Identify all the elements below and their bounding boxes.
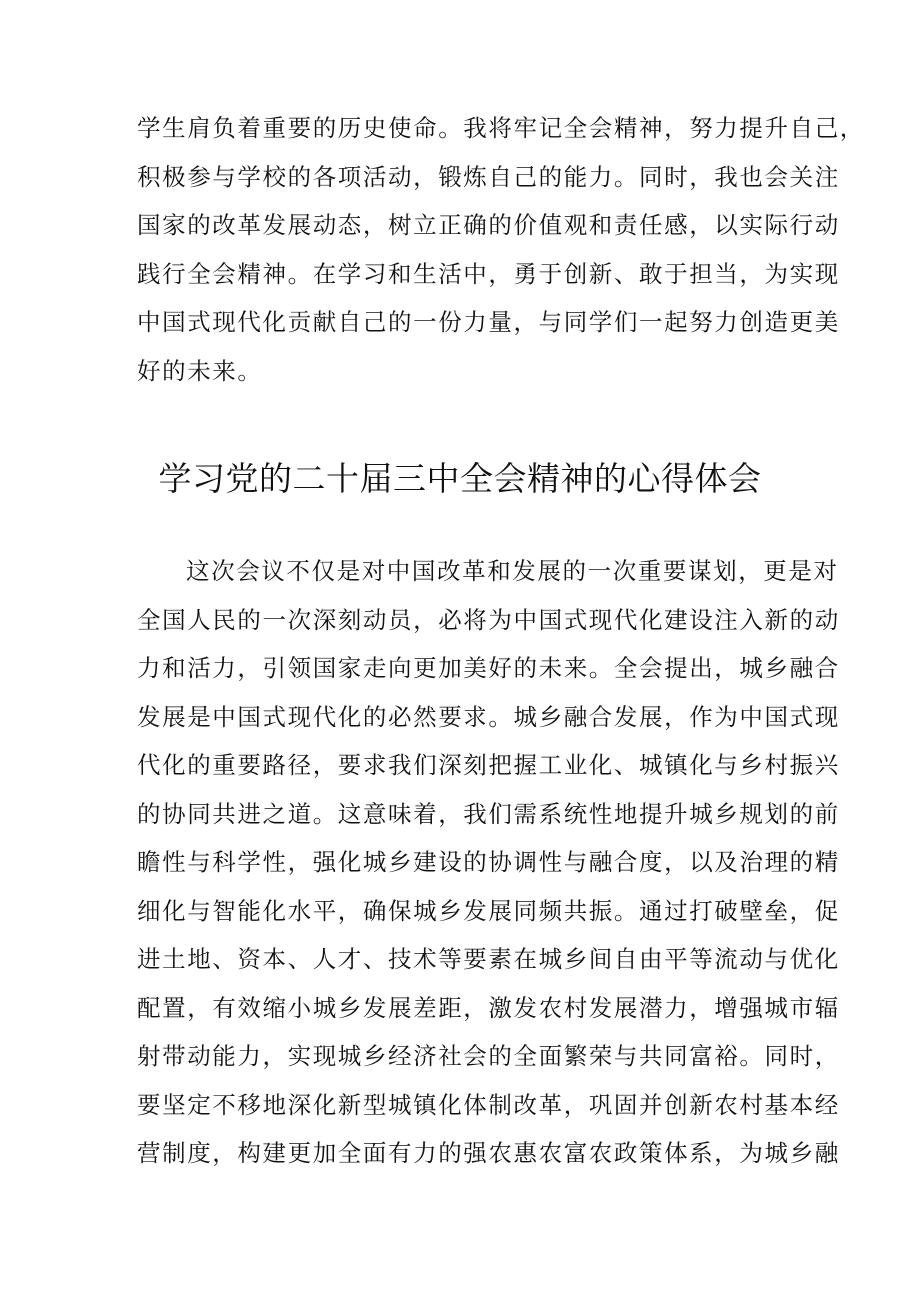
paragraph-line: 的协同共进之道。这意味着，我们需系统性地提升城乡规划的前 [137, 799, 840, 828]
paragraph-line: 发展是中国式现代化的必然要求。城乡融合发展，作为中国式现 [137, 702, 840, 731]
paragraph-line: 进土地、资本、人才、技术等要素在城乡间自由平等流动与优化 [137, 945, 840, 973]
paragraph-line: 学生肩负着重要的历史使命。我将牢记全会精神，努力提升自己， [137, 114, 865, 142]
paragraph-line: 全国人民的一次深刻动员，必将为中国式现代化建设注入新的动 [137, 605, 840, 634]
paragraph-line: 这次会议不仅是对中国改革和发展的一次重要谋划，更是对 [186, 557, 839, 585]
paragraph-line: 射带动能力，实现城乡经济社会的全面繁荣与共同富裕。同时， [137, 1042, 840, 1070]
paragraph-line: 好的未来。 [137, 356, 263, 385]
paragraph-line: 瞻性与科学性，强化城乡建设的协调性与融合度，以及治理的精 [137, 848, 840, 876]
paragraph-line: 积极参与学校的各项活动，锻炼自己的能力。同时，我也会关注 [137, 162, 840, 191]
paragraph-line: 要坚定不移地深化新型城镇化体制改革，巩固并创新农村基本经 [137, 1090, 840, 1119]
paragraph-line: 细化与智能化水平，确保城乡发展同频共振。通过打破壁垒，促 [137, 896, 840, 925]
paragraph-continuation [137, 104, 865, 395]
paragraph-body [137, 547, 840, 1178]
paragraph-line: 国家的改革发展动态，树立正确的价值观和责任感，以实际行动 [137, 211, 840, 239]
paragraph-line: 代化的重要路径，要求我们深刻把握工业化、城镇化与乡村振兴 [137, 751, 840, 779]
paragraph-line: 践行全会精神。在学习和生活中，勇于创新、敢于担当，为实现 [137, 259, 840, 288]
section-heading: 学习党的二十届三中全会精神的心得体会 [158, 459, 762, 498]
paragraph-line: 配置，有效缩小城乡发展差距，激发农村发展潜力，增强城市辐 [137, 993, 840, 1022]
paragraph-line: 力和活力，引领国家走向更加美好的未来。全会提出，城乡融合 [137, 654, 840, 682]
paragraph-line: 中国式现代化贡献自己的一份力量，与同学们一起努力创造更美 [137, 308, 840, 336]
paragraph-line: 营制度，构建更加全面有力的强农惠农富农政策体系，为城乡融 [137, 1139, 840, 1167]
